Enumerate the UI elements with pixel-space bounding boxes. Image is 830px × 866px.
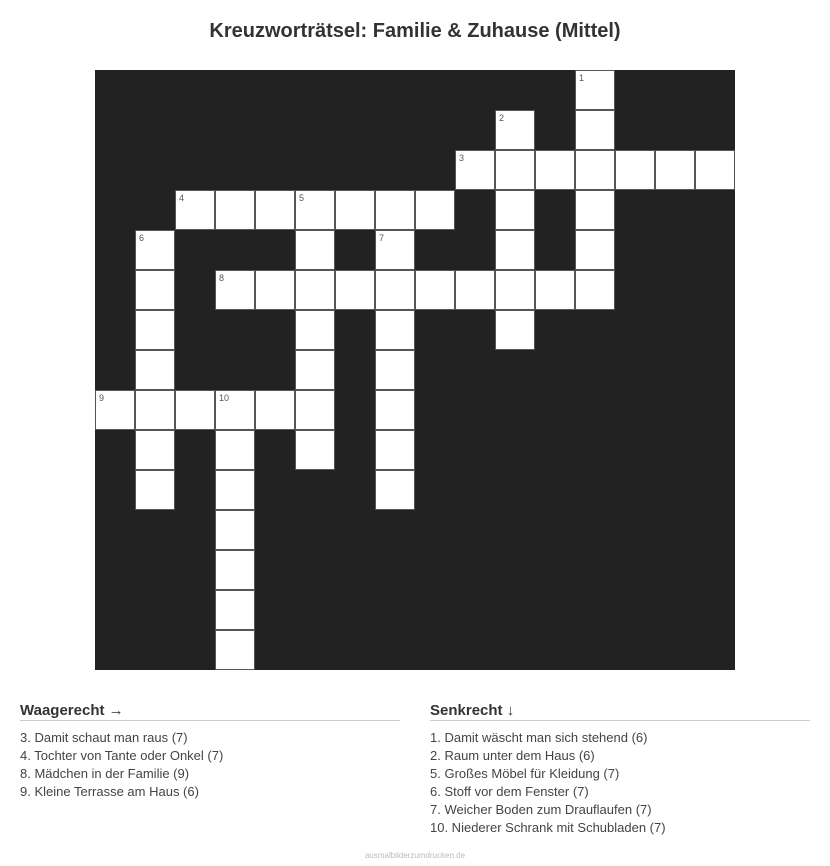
cell-number: 1 (579, 73, 585, 83)
grid-cell[interactable] (255, 270, 295, 310)
grid-cell[interactable] (495, 190, 535, 230)
grid-cell[interactable] (215, 390, 255, 430)
grid-cell[interactable] (655, 150, 695, 190)
grid-cell[interactable] (295, 230, 335, 270)
grid-cell[interactable] (495, 270, 535, 310)
cell-number: 4 (179, 193, 185, 203)
grid-cell[interactable] (575, 70, 615, 110)
down-heading (430, 702, 810, 721)
grid-cell[interactable] (295, 270, 335, 310)
grid-cell[interactable] (215, 270, 255, 310)
grid-cell[interactable] (135, 230, 175, 270)
grid-cell[interactable] (415, 270, 455, 310)
cell-number: 7 (379, 233, 385, 243)
grid-cell[interactable] (255, 390, 295, 430)
grid-cell[interactable] (575, 150, 615, 190)
grid-cell[interactable] (495, 110, 535, 150)
clue-item: 9. Kleine Terrasse am Haus (6) (20, 784, 199, 799)
clue-item: 2. Raum unter dem Haus (6) (430, 748, 595, 763)
grid-cell[interactable] (215, 190, 255, 230)
grid-cell[interactable] (375, 270, 415, 310)
crossword-grid (95, 70, 735, 670)
across-clues-section (20, 702, 400, 801)
cell-number: 8 (219, 273, 225, 283)
clue-item: 5. Großes Möbel für Kleidung (7) (430, 766, 620, 781)
clue-item: 8. Mädchen in der Familie (9) (20, 766, 190, 781)
grid-cell[interactable] (495, 150, 535, 190)
grid-cell[interactable] (215, 430, 255, 470)
cell-number: 3 (459, 153, 465, 163)
grid-cell[interactable] (415, 190, 455, 230)
cell-number: 5 (299, 193, 305, 203)
footer-watermark: ausmalbilderzumdrucken.de (364, 851, 466, 860)
grid-cell[interactable] (135, 470, 175, 510)
down-arrow-icon: ↓ (506, 702, 515, 719)
across-heading (20, 702, 400, 721)
grid-cell[interactable] (135, 430, 175, 470)
grid-cell[interactable] (375, 190, 415, 230)
cell-number: 10 (219, 393, 230, 403)
cell-number: 2 (499, 113, 505, 123)
grid-cell[interactable] (375, 390, 415, 430)
grid-cell[interactable] (375, 350, 415, 390)
grid-cell[interactable] (375, 230, 415, 270)
across-clue-list (20, 729, 400, 801)
grid-cell[interactable] (495, 230, 535, 270)
down-clues-section (430, 702, 810, 837)
grid-cell[interactable] (135, 310, 175, 350)
cell-number: 6 (139, 233, 145, 243)
clue-item: 3. Damit schaut man raus (7) (20, 730, 188, 745)
grid-cell[interactable] (375, 430, 415, 470)
grid-cell[interactable] (215, 630, 255, 670)
grid-cell[interactable] (375, 470, 415, 510)
grid-cell[interactable] (575, 110, 615, 150)
grid-cell[interactable] (295, 310, 335, 350)
page-title: Kreuzworträtsel: Familie & Zuhause (Mittel) (209, 20, 621, 42)
grid-cell[interactable] (175, 390, 215, 430)
grid-cell[interactable] (455, 270, 495, 310)
grid-cell[interactable] (175, 190, 215, 230)
down-clue-list (430, 729, 810, 837)
grid-cell[interactable] (575, 190, 615, 230)
clue-item: 4. Tochter von Tante oder Onkel (7) (20, 748, 224, 763)
grid-cell[interactable] (255, 190, 295, 230)
grid-cell[interactable] (575, 270, 615, 310)
grid-cell[interactable] (335, 270, 375, 310)
cell-number: 9 (99, 393, 105, 403)
grid-cell[interactable] (135, 350, 175, 390)
grid-cell[interactable] (215, 590, 255, 630)
grid-cell[interactable] (215, 550, 255, 590)
grid-cell[interactable] (335, 190, 375, 230)
grid-cell[interactable] (375, 310, 415, 350)
grid-cell[interactable] (535, 150, 575, 190)
grid-cell[interactable] (695, 150, 735, 190)
down-heading-label: Senkrecht (430, 702, 503, 719)
clue-item: 10. Niederer Schrank mit Schubladen (7) (430, 820, 666, 835)
clue-item: 6. Stoff vor dem Fenster (7) (430, 784, 589, 799)
grid-cell[interactable] (95, 390, 135, 430)
right-arrow-icon: → (108, 702, 124, 719)
grid-cell[interactable] (215, 470, 255, 510)
clue-item: 7. Weicher Boden zum Drauflaufen (7) (430, 802, 652, 817)
clue-item: 1. Damit wäscht man sich stehend (6) (430, 730, 648, 745)
grid-cell[interactable] (495, 310, 535, 350)
grid-cell[interactable] (295, 390, 335, 430)
across-heading-label: Waagerecht (20, 702, 105, 719)
grid-cell[interactable] (535, 270, 575, 310)
grid-cell[interactable] (295, 190, 335, 230)
grid-cell[interactable] (295, 350, 335, 390)
grid-cell[interactable] (295, 430, 335, 470)
grid-cell[interactable] (455, 150, 495, 190)
grid-cell[interactable] (215, 510, 255, 550)
grid-cell[interactable] (575, 230, 615, 270)
grid-cell[interactable] (135, 270, 175, 310)
grid-cell[interactable] (615, 150, 655, 190)
grid-cell[interactable] (135, 390, 175, 430)
